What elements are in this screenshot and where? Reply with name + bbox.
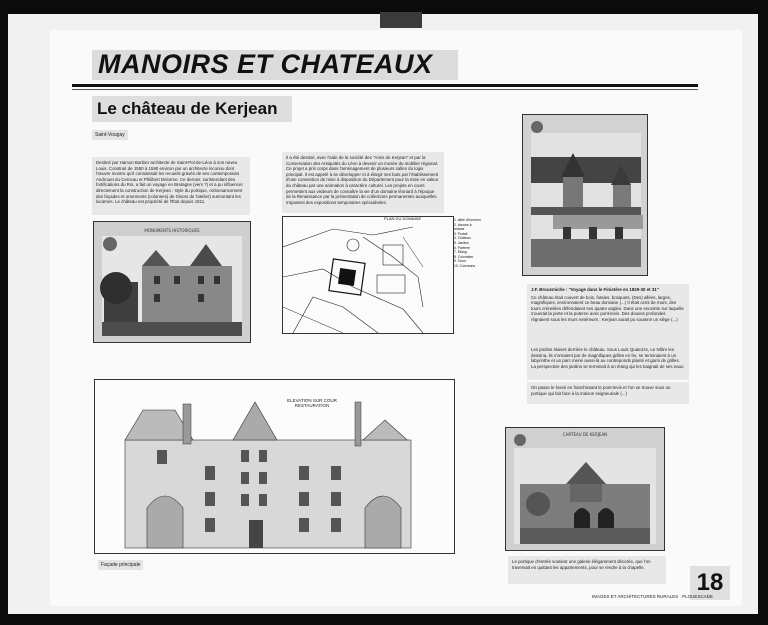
title-rule <box>72 84 698 87</box>
page-subtitle: Le château de Kerjean <box>97 99 278 118</box>
domain-plan <box>282 216 454 334</box>
plan-legend-item: 4. Château <box>454 236 471 241</box>
plan-legend-item: 3. Portail <box>454 231 468 236</box>
quote-block-3: On passe le fossé en franchissant le pont-levis et l'on se trouve sous un portique qui fait face à la maison seigneuriale (...) <box>527 382 689 404</box>
elevation-line-2: RESTAURATION <box>294 403 330 408</box>
chateau-photo <box>93 221 251 343</box>
elevation-title <box>282 398 342 408</box>
plan-legend <box>454 218 482 269</box>
plan-legend-item: 8. Colombier <box>454 254 474 259</box>
facade-caption: Façade principale <box>98 560 143 570</box>
plan-legend-item: 10. Communs <box>454 263 476 268</box>
quote-text-1: Ce château était couvert de bois, futaies, bosquets. (Des) allées, larges, magnifiques, environnaient ce beau domaine (...) Il était ceint de murs, des tours crénelées défendaient ses quatre angles. Dans une enceinte sur laquelle s'ouvrait la porte et la poterne avec pont-levis. Des douves profondes régnaient sous les murs extérieurs ; Kerjean aurait pu soutenir un siège (...) <box>531 294 684 322</box>
bridge-photo <box>522 114 648 276</box>
plan-legend-item: 7. Étang <box>454 250 467 255</box>
postcard-title: CHÂTEAU DE KERJEAN <box>562 432 608 437</box>
panel-number: 18 <box>690 566 730 600</box>
project-text: Il a été destiné, avec l'aide de la société des "Amis de Kerjean" et par la Conservation des Antiquités du Léon à devenir un musée du mobilier régional. Ce projet a pris corps dans l'aménagement de plusieurs salles du logis principal. Il est appelé à se développer et à élargir ses buts par l'établissement d'une convention de mise à disposition du Département pour la mise en valeur du château par une animation à caractère culturel. Les projets en cours permettent aux visiteurs de connaître la vie d'un domaine léonard à l'époque de la Renaissance par la présentation de collections permanentes auxquelles s'ajoutent des expositions temporaires spécialisées. <box>282 152 444 213</box>
quote-block-1 <box>527 284 689 345</box>
credit-line: IMAGES ET ARCHITECTURES RURALES · PLOUESCADE <box>592 594 713 599</box>
plan-legend-item: 2. douves à redans <box>454 222 472 232</box>
plan-legend-item: 6. Parterre <box>454 245 471 250</box>
page-title: MANOIRS ET CHATEAUX <box>98 49 433 79</box>
plan-title: PLAN DU DOMAINE <box>384 216 422 221</box>
elevation-drawing <box>94 379 455 554</box>
plan-legend-item: 9. Tours <box>454 259 466 264</box>
portique-photo <box>505 427 665 551</box>
plan-legend-item: 5. Jardins <box>454 240 469 245</box>
elevation-line-1: ELEVATION SUR COUR <box>287 398 337 403</box>
board-clip <box>380 12 422 28</box>
quote-block-2: Les jardins étaient derrière le château. Sous Louis Quatorze, Le Nôtre les dessina, ils s'ornaient par de magnifiques grilles en fer, se terminaient à un labyrinthe et un parc mené aussi-là au contreponds planté et garni de grilles. La perspective des jardins se terminait à un étang qui les baignait de ses eaux. <box>527 344 689 380</box>
title-rule-thin <box>72 89 698 90</box>
portique-caption: Le portique d'entrée soutient une galerie élégamment décorée, que l'on traversait en quittant les appartements, pour se rendre à la chapelle. <box>508 556 666 584</box>
plan-legend-item: 1. allée d'honneur <box>454 218 481 222</box>
postcard-header: MONUMENTS HISTORIQUES <box>144 228 200 233</box>
quote-author: J.F. Brousmiche : "Voyage dans le Finistère en 1829-30 et 31" <box>531 287 659 292</box>
intro-text: Destiné par Hamon Barbier architecte de Saint-Pol-de-Léon à son neveu Louis. Construit de 1550 à 1590 environ par un architecte inconnu dont l'œuvre montre qu'il connaissait les recueils gravés de ses contemporains Androuet du Cerceau et Philibert Delorme. Ce dernier, surintendant des fortifications du Roi, a fait un voyage en Bretagne (vers ?) et a pu influencer directement la construction de Kerjean : style du portique, ordonnancement des façades et ornements (colonnes) de Gisors de l'atelier) surmontant les lucarnes. Le château est propriété de l'État depuis 1911. <box>92 157 250 215</box>
location-tag: Saint-Vougay <box>92 130 128 140</box>
